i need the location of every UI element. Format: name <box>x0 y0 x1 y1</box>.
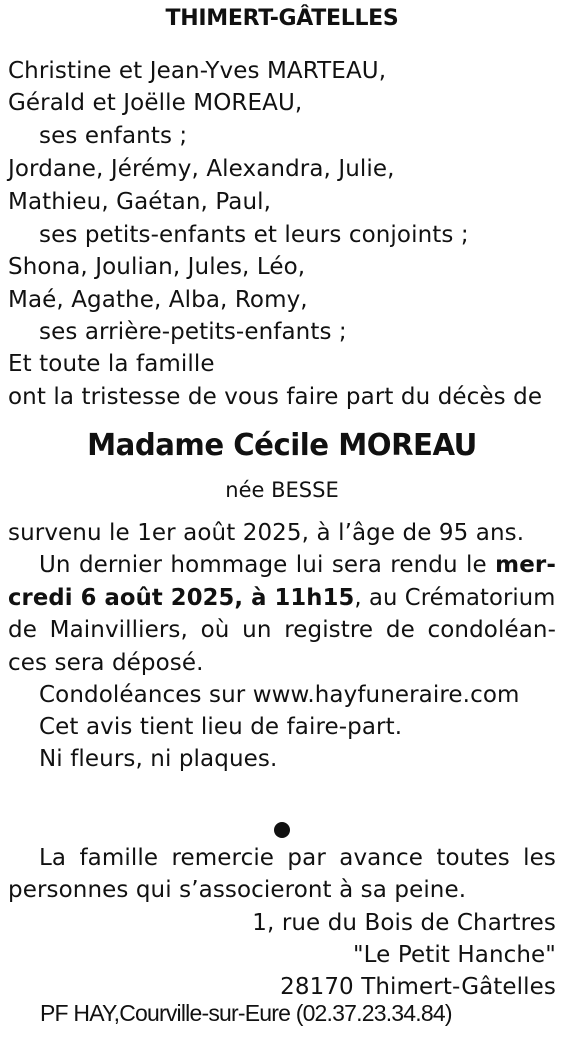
no-flowers-line: Ni fleurs, ni plaques. <box>39 746 278 772</box>
family-line: Christine et Jean-Yves MARTEAU, <box>8 58 387 84</box>
town-heading: THIMERT-GÂTELLES <box>165 6 399 31</box>
family-line: Et toute la famille <box>8 351 215 377</box>
thanks-line-2: personnes qui s’associeront à sa peine. <box>8 877 467 903</box>
death-line: survenu le 1er août 2025, à l’âge de 95 ans. <box>8 520 525 546</box>
family-line: Gérald et Joëlle MOREAU, <box>8 90 303 116</box>
tribute-line-2: credi 6 août 2025, à 11h15, au Crématorium <box>8 585 556 611</box>
family-line: Shona, Joulian, Jules, Léo, <box>8 254 306 280</box>
address-line-2: "Le Petit Hanche" <box>352 942 556 968</box>
separator-dot <box>274 822 290 838</box>
family-line: ses arrière-petits-enfants ; <box>39 319 347 345</box>
deceased-name: Madame Cécile MOREAU <box>87 428 477 463</box>
condolences-line: Condoléances sur www.hayfuneraire.com <box>39 682 520 708</box>
maiden-name: née BESSE <box>225 478 339 502</box>
funeral-home-line: PF HAY,Courville-sur-Eure (02.37.23.34.84) <box>40 1000 452 1026</box>
notice-line: Cet avis tient lieu de faire-part. <box>39 714 403 740</box>
thanks-line-1: La famille remercie par avance toutes les <box>39 845 556 871</box>
family-line: ses enfants ; <box>39 123 188 149</box>
family-line: Maé, Agathe, Alba, Romy, <box>8 287 308 313</box>
family-line: ses petits-enfants et leurs conjoints ; <box>39 222 469 248</box>
family-line: Jordane, Jérémy, Alexandra, Julie, <box>8 156 395 182</box>
tribute-line-3: de Mainvilliers, où un registre de condoléan- <box>8 617 556 643</box>
tribute-line-1: Un dernier hommage lui sera rendu le mer- <box>39 552 556 578</box>
family-line: ont la tristesse de vous faire part du décès de <box>8 384 543 410</box>
address-line-1: 1, rue du Bois de Chartres <box>252 910 556 936</box>
tribute-line-4: ces sera déposé. <box>8 650 204 676</box>
family-line: Mathieu, Gaétan, Paul, <box>8 189 272 215</box>
address-line-3: 28170 Thimert-Gâtelles <box>280 974 556 1000</box>
